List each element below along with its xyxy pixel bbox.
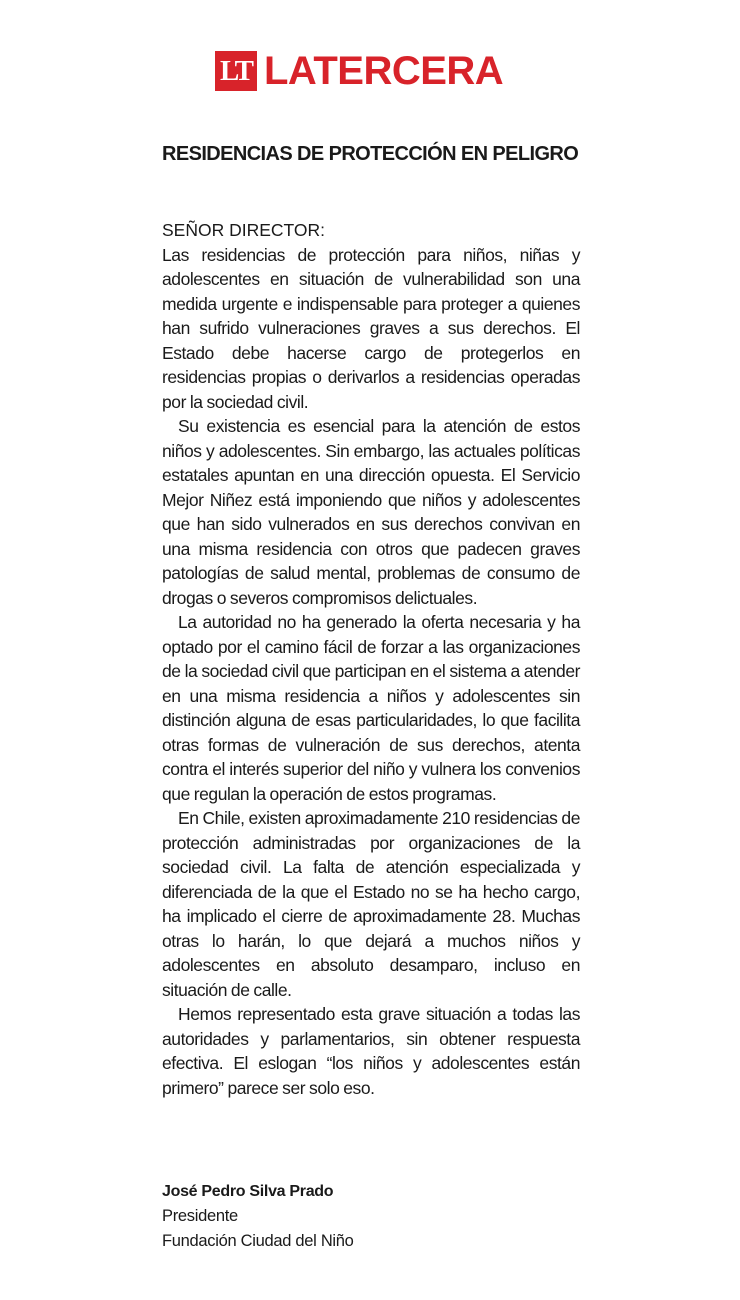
letter-title: RESIDENCIAS DE PROTECCIÓN EN PELIGRO [162,143,579,165]
newspaper-logo-mark: LT [215,51,257,91]
letter-paragraph-4: En Chile, existen aproximadamente 210 residencias de protección administradas por organizaciones de la sociedad civil. La falta de atención especializada y diferenciada de la que el Estado no se ha hecho cargo, ha implicado el cierre de aproximadamente 28. Muchas otras lo harán, lo que dejará a muchos niños y adolescentes en absoluto desamparo, incluso en situación de calle. [162,808,580,1000]
letter-signature [162,1180,582,1254]
letter-salutation: SEÑOR DIRECTOR: [162,220,326,240]
signatory-name: José Pedro Silva Prado [162,1183,334,1200]
letter-paragraph-3: La autoridad no ha generado la oferta necesaria y ha optado por el camino fácil de forzar a las organizaciones de la sociedad civil que participan en el sistema a atender en una misma residencia a niños y adolescentes sin distinción alguna de esas particularidades, lo que facilita otras formas de vulneración de sus derechos, atenta contra el interés superior del niño y vulnera los convenios que regulan la operación de estos programas. [162,612,580,804]
letter-paragraph-5: Hemos representado esta grave situación a todas las autoridades y parlamentarios, sin obtener respuesta efectiva. El eslogan “los niños y adolescentes están primero” parece ser solo eso. [162,1004,580,1098]
letter-paragraph-1: Las residencias de protección para niños, niñas y adolescentes en situación de vulnerabilidad son una medida urgente e indispensable para proteger a quienes han sufrido vulneraciones graves a sus derechos. El Estado debe hacerse cargo de protegerlos en residencias propias o derivarlos a residencias operadas por la sociedad civil. [162,244,580,412]
letter-body [162,218,580,1100]
newspaper-name: LATERCERA [264,49,504,93]
masthead [215,50,503,92]
letter-paragraph-2: Su existencia es esencial para la atención de estos niños y adolescentes. Sin embargo, las actuales políticas estatales apuntan en una dirección opuesta. El Servicio Mejor Niñez está imponiendo que niños y adolescentes que han sido vulnerados en sus derechos convivan en una misma residencia con otros que padecen graves patologías de salud mental, problemas de consumo de drogas o severos compromisos delictuales. [162,416,580,608]
signatory-role: Presidente [162,1207,238,1225]
signatory-organization: Fundación Ciudad del Niño [162,1232,354,1250]
